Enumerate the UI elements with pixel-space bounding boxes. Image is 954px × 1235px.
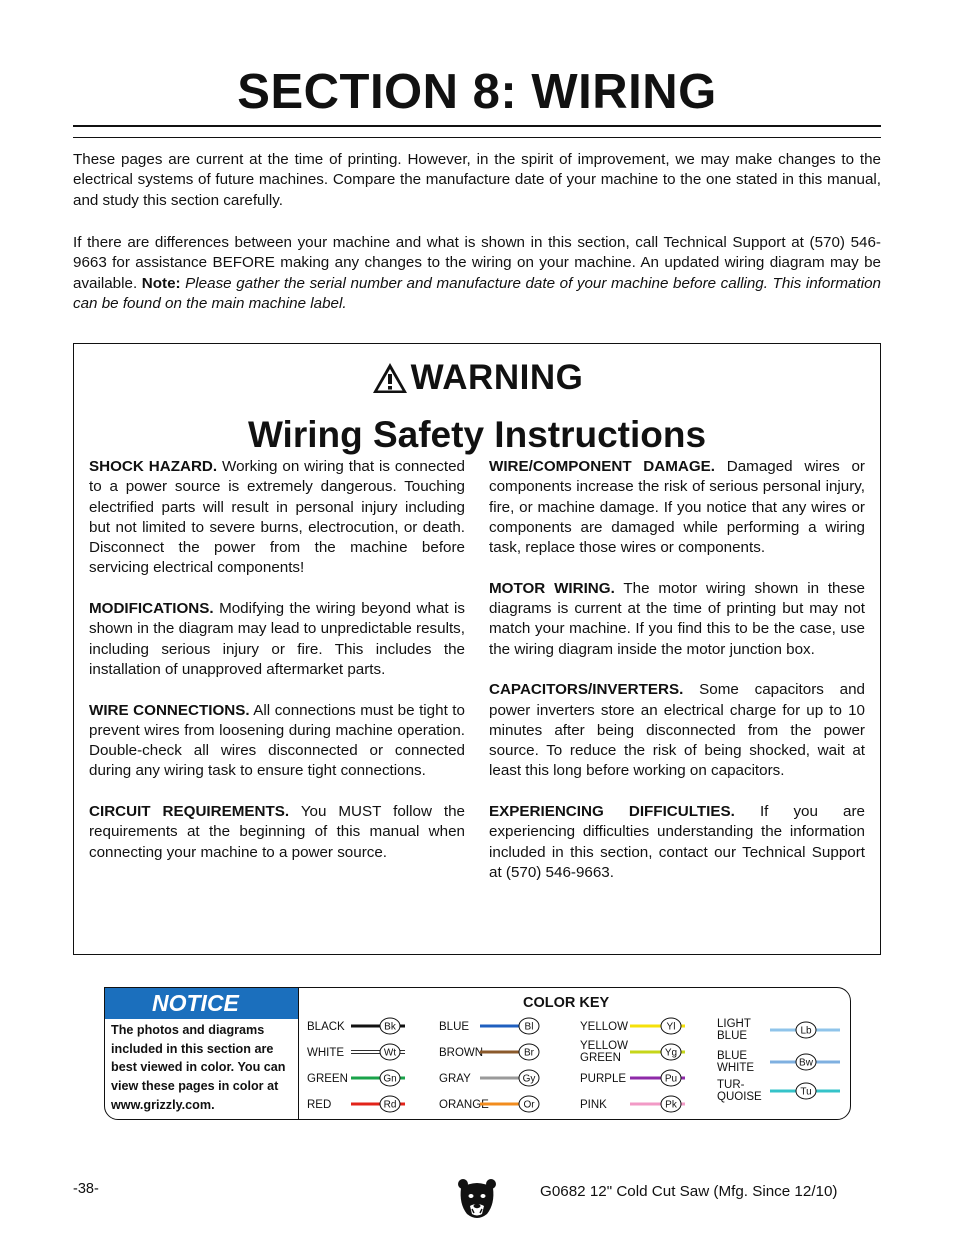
warning-item	[89, 457, 465, 579]
warning-triangle-icon	[371, 361, 409, 395]
notice-label: NOTICE	[105, 988, 298, 1019]
page-number: -38-	[73, 1181, 99, 1197]
color-key-label: WHITE	[717, 1062, 755, 1074]
warning-item-head: CAPACITORS/INVERTERS.	[489, 681, 684, 699]
color-key-label: ORANGE	[439, 1099, 489, 1111]
bear-logo-icon	[457, 1176, 497, 1222]
warning-item-head: MODIFICATIONS.	[89, 600, 214, 618]
warning-item-text: All connections must be tight to prevent wires from loosening during machine operation. Double-check all wires disconnected or connected during any wiring task to ensure tight connections.	[89, 701, 465, 780]
color-key-label: TUR-	[717, 1079, 745, 1091]
color-key-label: GREEN	[307, 1073, 348, 1085]
color-key-entry	[717, 1050, 840, 1074]
warning-item-head: WIRE CONNECTIONS.	[89, 701, 250, 719]
wire-abbr: Yg	[664, 1047, 678, 1059]
title-rule-thick	[73, 125, 881, 127]
warning-item	[89, 599, 465, 680]
color-key-entry	[439, 1070, 539, 1086]
color-key-entry	[307, 1070, 405, 1086]
color-key-entry	[580, 1070, 685, 1086]
warning-item-text: The motor wiring shown in these diagrams is current at the time of printing but may not match your machine. If you find this to be the case, use the wiring diagram inside the motor junction box.	[489, 579, 865, 658]
warning-item	[89, 701, 465, 782]
title-rule-thin	[73, 137, 881, 138]
warning-item	[489, 579, 865, 660]
intro-note-label: Note:	[141, 274, 181, 292]
color-key-entry	[439, 1044, 539, 1060]
warning-box	[73, 343, 881, 955]
color-key-entry	[307, 1096, 405, 1112]
color-key-entry	[307, 1044, 405, 1060]
color-key-label: PURPLE	[580, 1073, 627, 1085]
wire-abbr: Lb	[800, 1025, 812, 1037]
warning-item-head: SHOCK HAZARD.	[89, 458, 218, 475]
notice-text: The photos and diagrams included in this section are best viewed in color. You can view these pages in color at www.grizzly.com.	[111, 1023, 286, 1112]
color-key-entry	[439, 1096, 539, 1112]
intro-paragraph-2	[73, 233, 881, 314]
color-key-entry	[717, 1079, 840, 1103]
color-key-label: RED	[307, 1099, 332, 1111]
warning-item-text: You MUST follow the requirements at the beginning of this manual when connecting your machine to a power source.	[89, 803, 465, 861]
color-key-entry	[439, 1018, 539, 1034]
warning-item-text: Working on wiring that is connected to a power source is extremely dangerous. Touching electrified parts will result in personal injury including but not limited to severe burns, electrocution, or death. Disconnect the power from the machine before servicing electrical components!	[89, 458, 465, 577]
warning-item-text: Modifying the wiring beyond what is shown in the diagram may lead to unpredictable results, including serious injury or fire. This includes the installation of unapproved aftermarket parts.	[89, 600, 465, 678]
color-key-entry	[307, 1018, 405, 1034]
color-key-label: BLUE	[717, 1030, 748, 1042]
color-key-label: BROWN	[439, 1047, 484, 1059]
color-key-label: PINK	[580, 1099, 607, 1111]
warning-subtitle: Wiring Safety Instructions	[247, 414, 707, 455]
warning-column-left	[89, 457, 465, 883]
wire-abbr: Bl	[524, 1021, 534, 1033]
wire-abbr: Tu	[800, 1086, 812, 1098]
color-key-label: GREEN	[580, 1052, 621, 1064]
color-key-label: WHITE	[307, 1047, 345, 1059]
warning-item	[89, 802, 465, 863]
wire-abbr: Br	[524, 1047, 534, 1059]
notice-box	[104, 987, 851, 1120]
color-key-label: BLUE	[439, 1021, 470, 1033]
warning-item-head: MOTOR WIRING.	[489, 579, 615, 597]
wire-abbr: Yl	[666, 1021, 676, 1033]
warning-item-text: Some capacitors and power inverters store an electrical charge for up to 10 minutes after being disconnected from the power source. To reduce the risk of being shocked, wait at least this long before working on capacitors.	[489, 681, 865, 780]
wire-abbr: Bw	[799, 1057, 813, 1069]
intro-p2-text: If there are differences between your machine and what is shown in this section, call Technical Support at (570) 546-9663 for assistance BEFORE making any changes to the wiring on your machine. An updated wiring diagram may be available.	[73, 234, 881, 292]
warning-item-head: EXPERIENCING DIFFICULTIES.	[489, 803, 735, 821]
color-key-label: BLACK	[307, 1021, 345, 1033]
wire-abbr: Pk	[665, 1099, 677, 1111]
wire-abbr: Wt	[383, 1047, 397, 1059]
warning-word: WARNING	[410, 358, 584, 397]
color-key-entry	[580, 1040, 685, 1064]
wire-abbr: Bk	[384, 1021, 396, 1033]
color-key-label: GRAY	[439, 1073, 471, 1085]
color-key-label: BLUE	[717, 1050, 748, 1062]
warning-item-head: WIRE/COMPONENT DAMAGE.	[489, 458, 716, 475]
color-key-label: YELLOW	[580, 1021, 628, 1033]
wire-abbr: Or	[523, 1099, 535, 1111]
warning-title	[371, 358, 584, 398]
warning-item	[489, 802, 865, 883]
color-key-title: COLOR KEY	[523, 995, 610, 1011]
intro-note-text: Please gather the serial number and manufacture date of your machine before calling. This information can be found on the main machine label.	[73, 274, 881, 312]
warning-header	[74, 358, 880, 456]
color-key-entry	[580, 1096, 685, 1112]
warning-item	[489, 680, 865, 781]
wire-abbr: Pu	[664, 1073, 678, 1085]
warning-item	[489, 457, 865, 558]
color-key-entry	[580, 1018, 685, 1034]
warning-column-right	[489, 457, 865, 904]
color-key-label: QUOISE	[717, 1091, 762, 1103]
color-key-entry	[717, 1018, 840, 1042]
wire-abbr: Gy	[522, 1073, 536, 1085]
warning-item-text: Damaged wires or components increase the risk of serious personal injury, fire, or machine damage. If you notice that any wires or components are damaged while performing a wiring task, replace those wires or components.	[489, 458, 865, 557]
intro-paragraph-1: These pages are current at the time of printing. However, in the spirit of improvement, we may make changes to the electrical systems of future machines. Compare the manufacture date of your machine to the one stated in this manual, and study this section carefully.	[73, 151, 881, 209]
warning-item-text: If you are experiencing difficulties understanding the information included in this section, contact our Technical Support at (570) 546-9663.	[489, 803, 865, 881]
wire-abbr: Rd	[383, 1099, 397, 1111]
color-key-label: YELLOW	[580, 1040, 628, 1052]
section-title: SECTION 8: WIRING	[237, 65, 717, 119]
color-key-diagram	[105, 988, 850, 1119]
model-title: G0682 12" Cold Cut Saw (Mfg. Since 12/10)	[540, 1183, 838, 1200]
color-key-label: LIGHT	[717, 1018, 751, 1030]
warning-item-head: CIRCUIT REQUIREMENTS.	[89, 803, 290, 821]
wire-abbr: Gn	[383, 1073, 397, 1085]
